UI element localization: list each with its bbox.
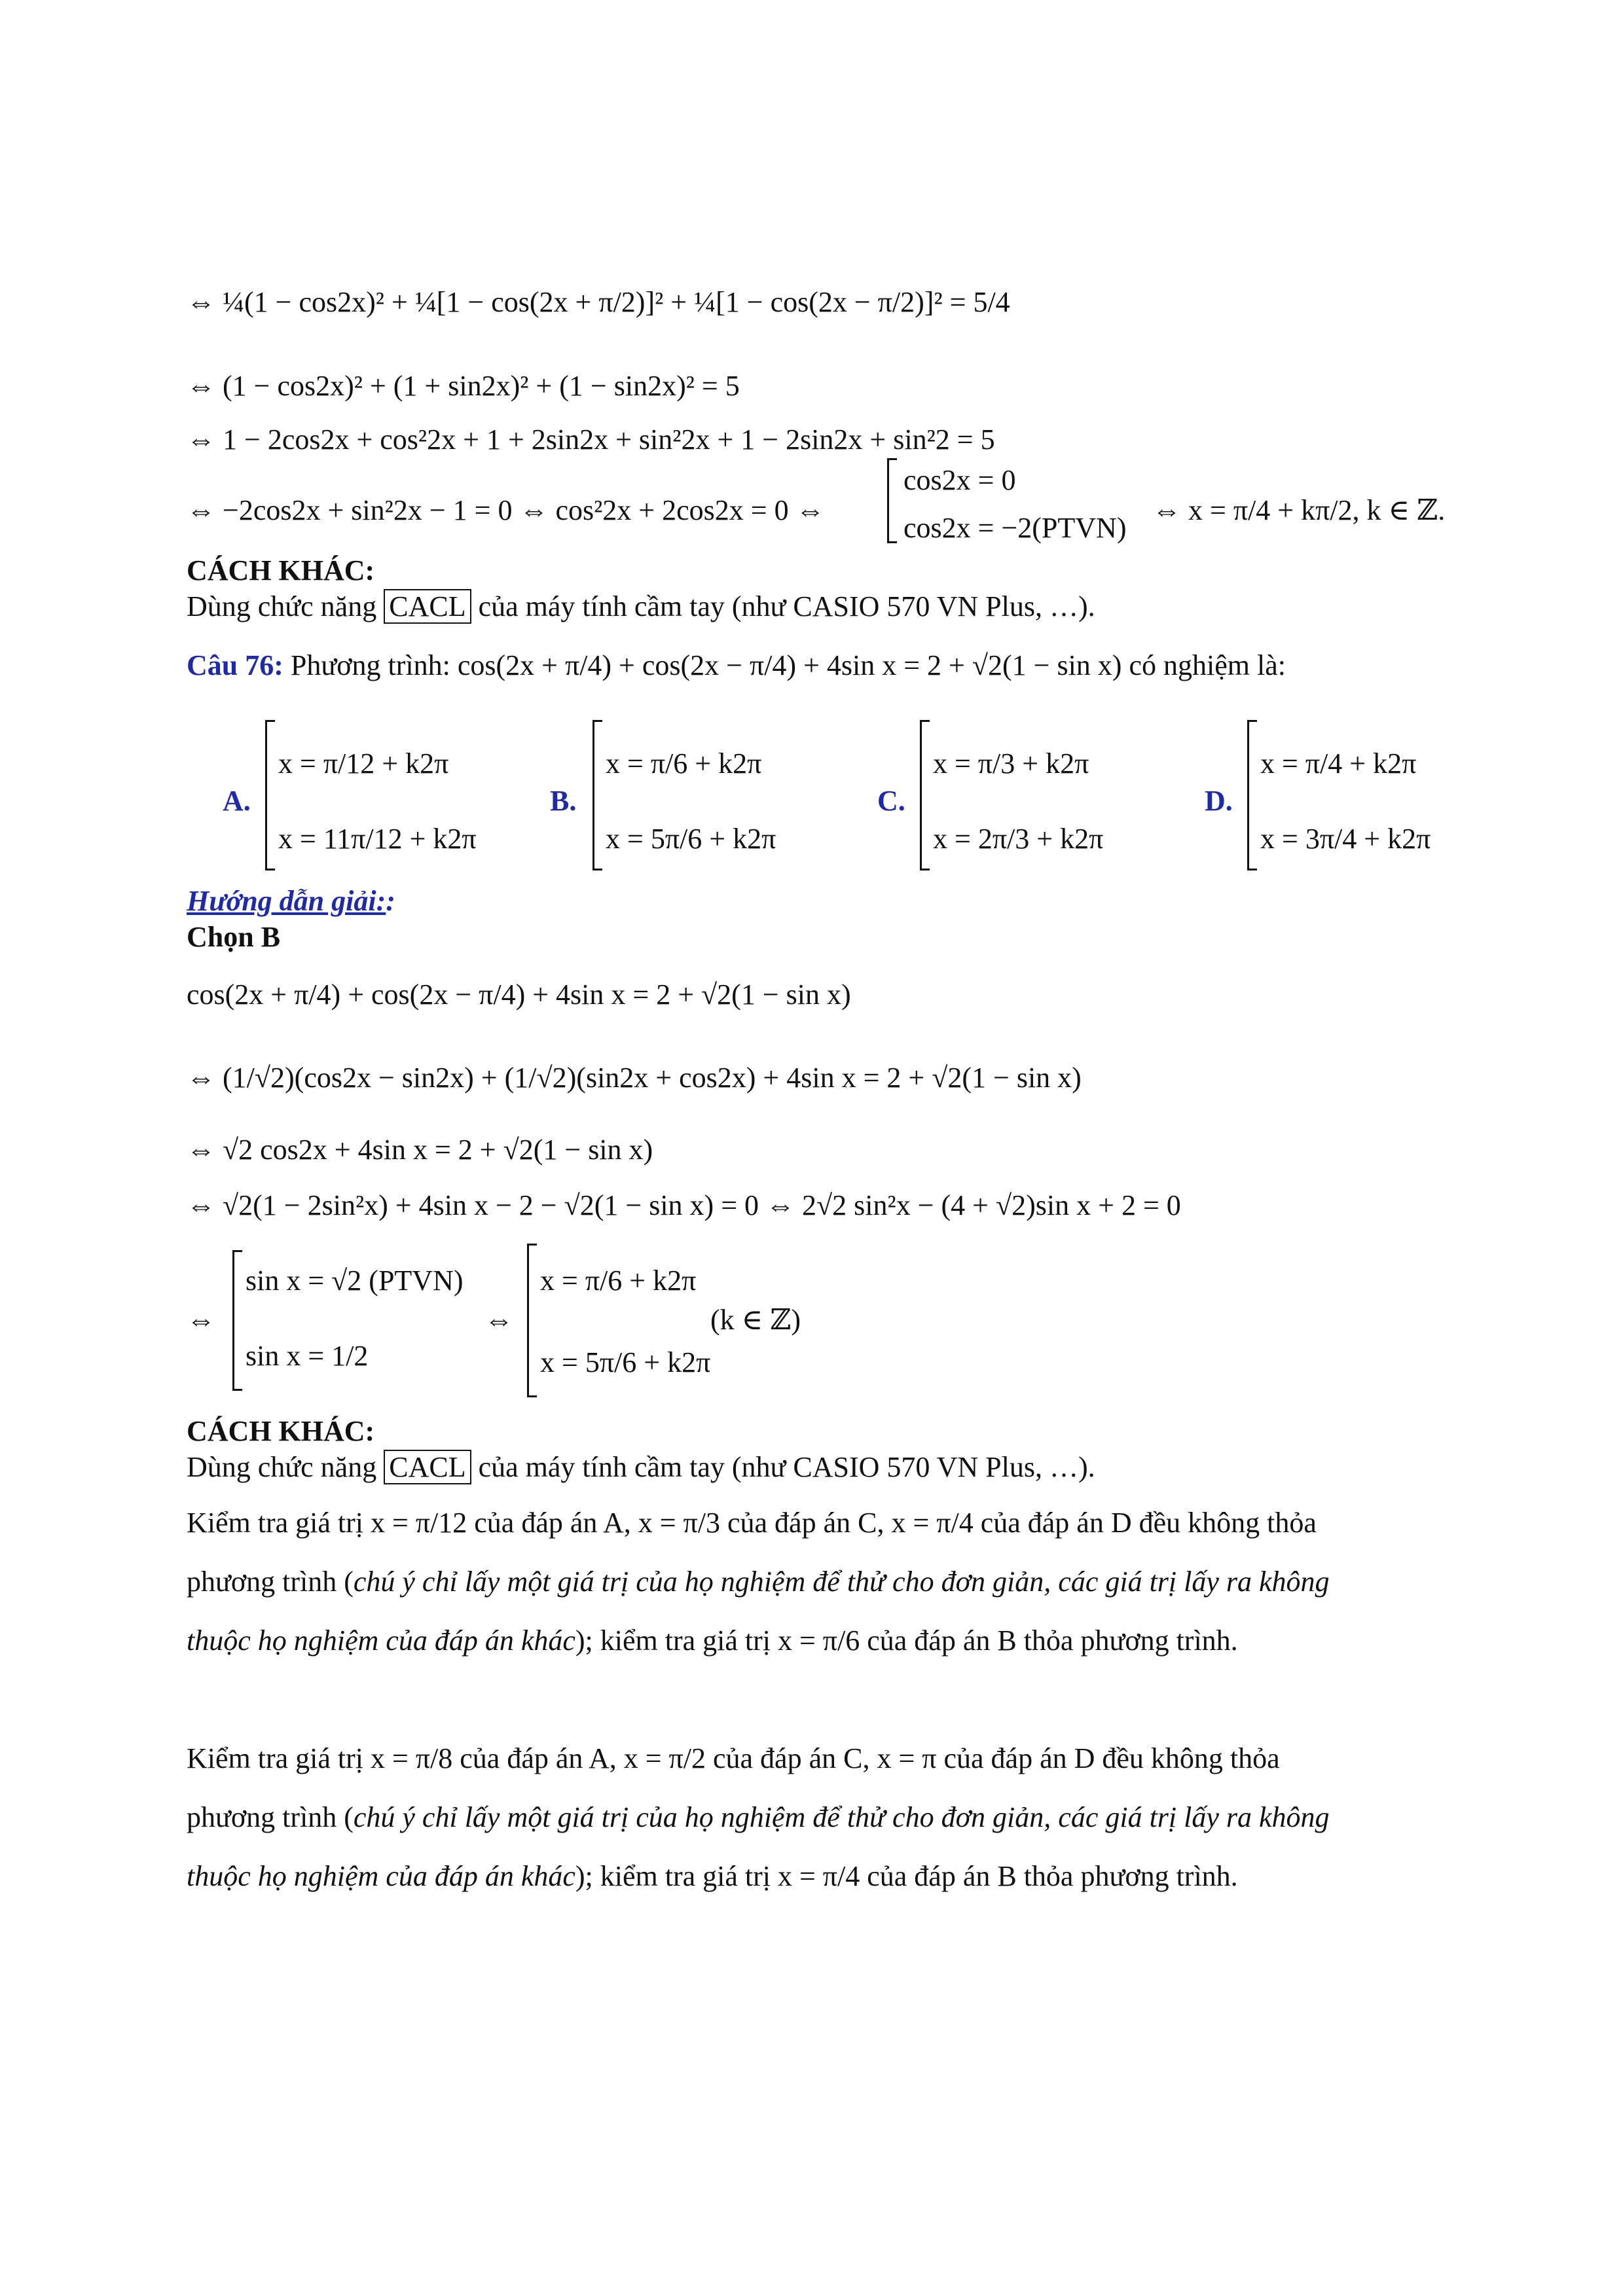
alt-heading: CÁCH KHÁC: <box>187 1415 375 1447</box>
check-line: Kiểm tra giá trị x = π/8 của đáp án A, x = π/2 của đáp án C, x = π của đáp án D đều không thỏa <box>187 1742 1280 1774</box>
option-line: x = π/12 + k2π <box>278 747 449 780</box>
alt-heading: CÁCH KHÁC: <box>187 554 375 586</box>
equation-line: ⇔ −2cos2x + sin²2x − 1 = 0 ⇔ cos²2x + 2cos2x = 0 ⇔ <box>187 494 825 526</box>
equation-line: ⇔ 1 − 2cos2x + cos²2x + 1 + 2sin2x + sin²2x + 1 − 2sin2x + sin²2 = 5 <box>187 423 995 456</box>
k-domain: (k ∈ ℤ) <box>710 1304 801 1336</box>
cacl-box: CACL <box>384 589 471 624</box>
step-line: ⇔ √2 cos2x + 4sin x = 2 + √2(1 − sin x) <box>187 1134 653 1166</box>
equivalence-arrow: ⇔ <box>484 1304 513 1336</box>
system-line: sin x = 1/2 <box>246 1340 369 1372</box>
question-line <box>187 651 1286 680</box>
option-label: C. <box>877 785 905 817</box>
check-line: thuộc họ nghiệm của đáp án khác); kiểm tra giá trị x = π/4 của đáp án B thỏa phương trình. <box>187 1860 1238 1892</box>
option-label: A. <box>223 785 251 817</box>
system-line: x = π/6 + k2π <box>540 1265 697 1297</box>
equation-system-bracket <box>887 458 889 543</box>
bracket <box>593 720 594 870</box>
option-line: x = π/4 + k2π <box>1260 747 1417 780</box>
check-line: thuộc họ nghiệm của đáp án khác); kiểm tra giá trị x = π/6 của đáp án B thỏa phương trình. <box>187 1624 1238 1657</box>
bracket <box>265 720 267 870</box>
alt-text: Dùng chức năng CACL của máy tính cầm tay (như CASIO 570 VN Plus, …). <box>187 1451 1095 1483</box>
equivalence-arrow: ⇔ <box>187 1304 215 1336</box>
option-line: x = 11π/12 + k2π <box>278 823 477 855</box>
option-label: D. <box>1205 785 1233 817</box>
equation-line: ⇔ (1 − cos2x)² + (1 + sin2x)² + (1 − sin2x)² = 5 <box>187 370 740 402</box>
system-line: sin x = √2 (PTVN) <box>246 1265 464 1297</box>
check-line: Kiểm tra giá trị x = π/12 của đáp án A, x = π/3 của đáp án C, x = π/4 của đáp án D đều không thỏa <box>187 1507 1317 1539</box>
bracket <box>1247 720 1249 870</box>
option-line: x = π/3 + k2π <box>933 747 1089 780</box>
solution-heading: Hướng dẫn giải:: <box>187 885 395 917</box>
bracket <box>920 720 922 870</box>
system-result: ⇔ x = π/4 + kπ/2, k ∈ ℤ. <box>1152 494 1446 526</box>
alt-text: Dùng chức năng CACL của máy tính cầm tay (như CASIO 570 VN Plus, …). <box>187 590 1095 622</box>
system-line: cos2x = −2(PTVN) <box>903 512 1127 544</box>
question-text: Phương trình: cos(2x + π/4) + cos(2x − π/4) + 4sin x = 2 + √2(1 − sin x) có nghiệm là: <box>283 649 1286 681</box>
step-line: cos(2x + π/4) + cos(2x − π/4) + 4sin x = 2 + √2(1 − sin x) <box>187 978 851 1011</box>
check-line: phương trình (chú ý chỉ lấy một giá trị của họ nghiệm để thử cho đơn giản, các giá trị lấy ra không <box>187 1566 1330 1598</box>
system-line: cos2x = 0 <box>903 464 1016 496</box>
system-line: x = 5π/6 + k2π <box>540 1346 711 1378</box>
option-line: x = π/6 + k2π <box>606 747 762 780</box>
step-line: ⇔ √2(1 − 2sin²x) + 4sin x − 2 − √2(1 − sin x) = 0 ⇔ 2√2 sin²x − (4 + √2)sin x + 2 = 0 <box>187 1189 1181 1221</box>
option-label: B. <box>550 785 577 817</box>
equation-line: ⇔ ¼(1 − cos2x)² + ¼[1 − cos(2x + π/2)]² + ¼[1 − cos(2x − π/2)]² = 5/4 <box>187 286 1010 318</box>
option-line: x = 5π/6 + k2π <box>606 823 776 855</box>
step-line: ⇔ (1/√2)(cos2x − sin2x) + (1/√2)(sin2x + cos2x) + 4sin x = 2 + √2(1 − sin x) <box>187 1062 1082 1094</box>
option-line: x = 2π/3 + k2π <box>933 823 1104 855</box>
bracket <box>232 1250 234 1391</box>
option-line: x = 3π/4 + k2π <box>1260 823 1431 855</box>
question-label: Câu 76: <box>187 649 283 681</box>
check-line: phương trình (chú ý chỉ lấy một giá trị của họ nghiệm để thử cho đơn giản, các giá trị lấy ra không <box>187 1801 1330 1833</box>
bracket <box>527 1244 529 1397</box>
choice-label: Chọn B <box>187 921 281 953</box>
cacl-box: CACL <box>384 1450 471 1484</box>
